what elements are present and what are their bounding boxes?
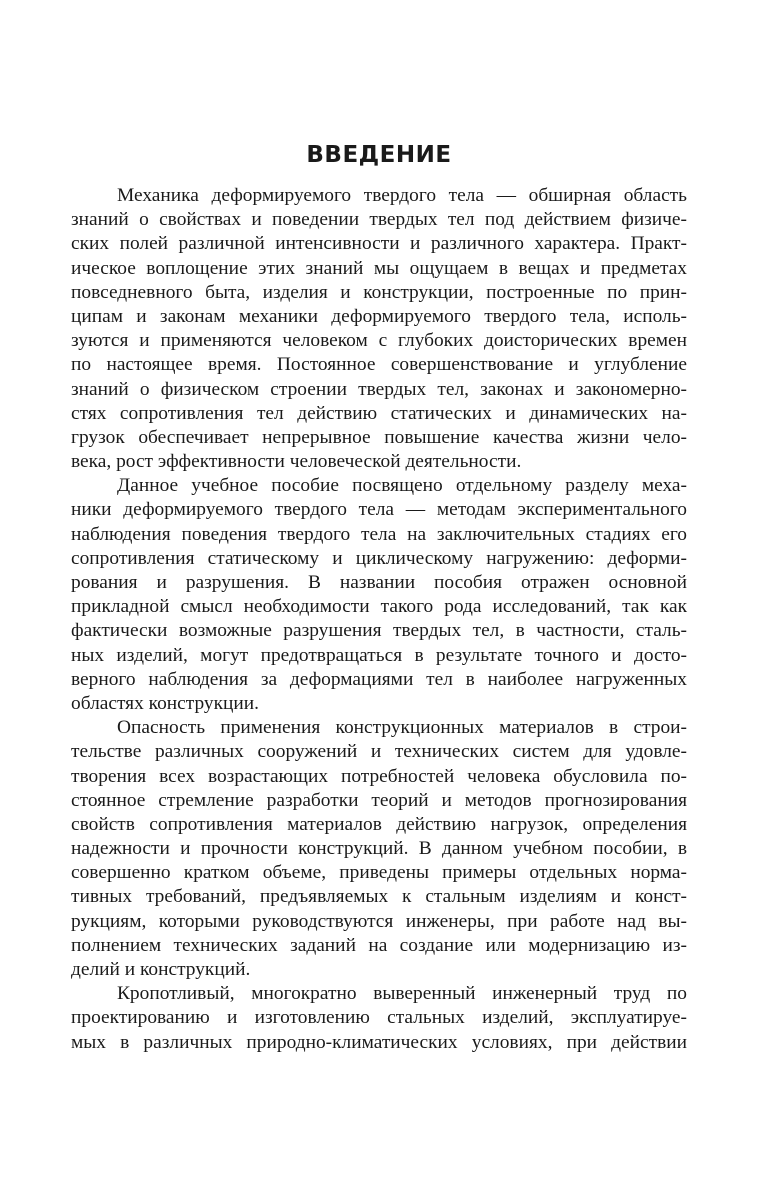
text-line: тивных требований, предъявляемых к стальным изделиям и конст- xyxy=(71,886,687,908)
text-line: тельстве различных сооружений и технических систем для удовле- xyxy=(71,741,687,763)
text-line: повседневного быта, изделия и конструкции, построенные по прин- xyxy=(71,281,687,303)
text-line: прикладной смысл необходимости такого рода исследований, так как xyxy=(71,596,687,618)
text-line: ских полей различной интенсивности и различного характера. Практ- xyxy=(71,233,687,255)
paragraph xyxy=(71,716,687,982)
text-line: стях сопротивления тел действию статических и динамических на- xyxy=(71,402,687,424)
page xyxy=(71,0,687,1182)
text-line: рукциям, которыми руководствуются инженеры, при работе над вы- xyxy=(71,910,687,932)
text-line: ципам и законам механики деформируемого твердого тела, исполь- xyxy=(71,305,687,327)
page-title: ВВЕДЕНИЕ xyxy=(306,142,452,168)
text-line: ники деформируемого твердого тела — методам экспериментального xyxy=(71,499,687,521)
text-line: свойств сопротивления материалов действию нагрузок, определения xyxy=(71,813,687,835)
text-line: проектированию и изготовлению стальных изделий, эксплуатируе- xyxy=(71,1007,687,1029)
text-line: Кропотливый, многократно выверенный инженерный труд по xyxy=(117,983,687,1005)
text-line: совершенно кратком объеме, приведены примеры отдельных норма- xyxy=(71,862,687,884)
text-line: Опасность применения конструкционных материалов в строи- xyxy=(117,717,687,739)
text-line: века, рост эффективности человеческой деятельности. xyxy=(71,451,522,473)
text-line: рования и разрушения. В названии пособия отражен основной xyxy=(71,572,687,593)
text-line: полнением технических заданий на создание или модернизацию из- xyxy=(71,934,687,956)
paragraph xyxy=(71,474,687,716)
text-line: сопротивления статическому и циклическому нагружению: деформи- xyxy=(71,547,687,569)
body-text xyxy=(71,184,687,1055)
text-line: верного наблюдения за деформациями тел в наиболее нагруженных xyxy=(71,668,687,690)
text-line: Данное учебное пособие посвящено отдельному разделу меха- xyxy=(117,475,687,497)
text-line: по настоящее время. Постоянное совершенствование и углубление xyxy=(71,354,687,376)
text-line: наблюдения поведения твердого тела на заключительных стадиях его xyxy=(71,523,687,545)
text-line: грузок обеспечивает непрерывное повышение качества жизни чело- xyxy=(71,426,687,448)
text-line: Механика деформируемого твердого тела — обширная область xyxy=(117,185,687,206)
text-line: мых в различных природно-климатических условиях, при действии xyxy=(71,1031,687,1053)
text-line: фактически возможные разрушения твердых тел, в частности, сталь- xyxy=(71,620,687,642)
text-line: творения всех возрастающих потребностей человека обусловила по- xyxy=(71,765,687,787)
text-line: знаний о свойствах и поведении твердых тел под действием физиче- xyxy=(71,209,687,231)
text-line: знаний о физическом строении твердых тел, законах и закономерно- xyxy=(71,378,687,400)
text-line: зуются и применяются человеком с глубоких доисторических времен xyxy=(71,330,687,352)
text-line: ных изделий, могут предотвращаться в результате точного и досто- xyxy=(71,644,687,666)
text-line: надежности и прочности конструкций. В данном учебном пособии, в xyxy=(71,838,687,860)
text-line: областях конструкции. xyxy=(71,692,260,714)
paragraph xyxy=(71,184,687,474)
text-line: стоянное стремление разработки теорий и методов прогнозирования xyxy=(71,789,687,811)
text-line: делий и конструкций. xyxy=(71,959,251,980)
text-line: ическое воплощение этих знаний мы ощущаем в вещах и предметах xyxy=(71,257,687,279)
paragraph xyxy=(71,982,687,1055)
